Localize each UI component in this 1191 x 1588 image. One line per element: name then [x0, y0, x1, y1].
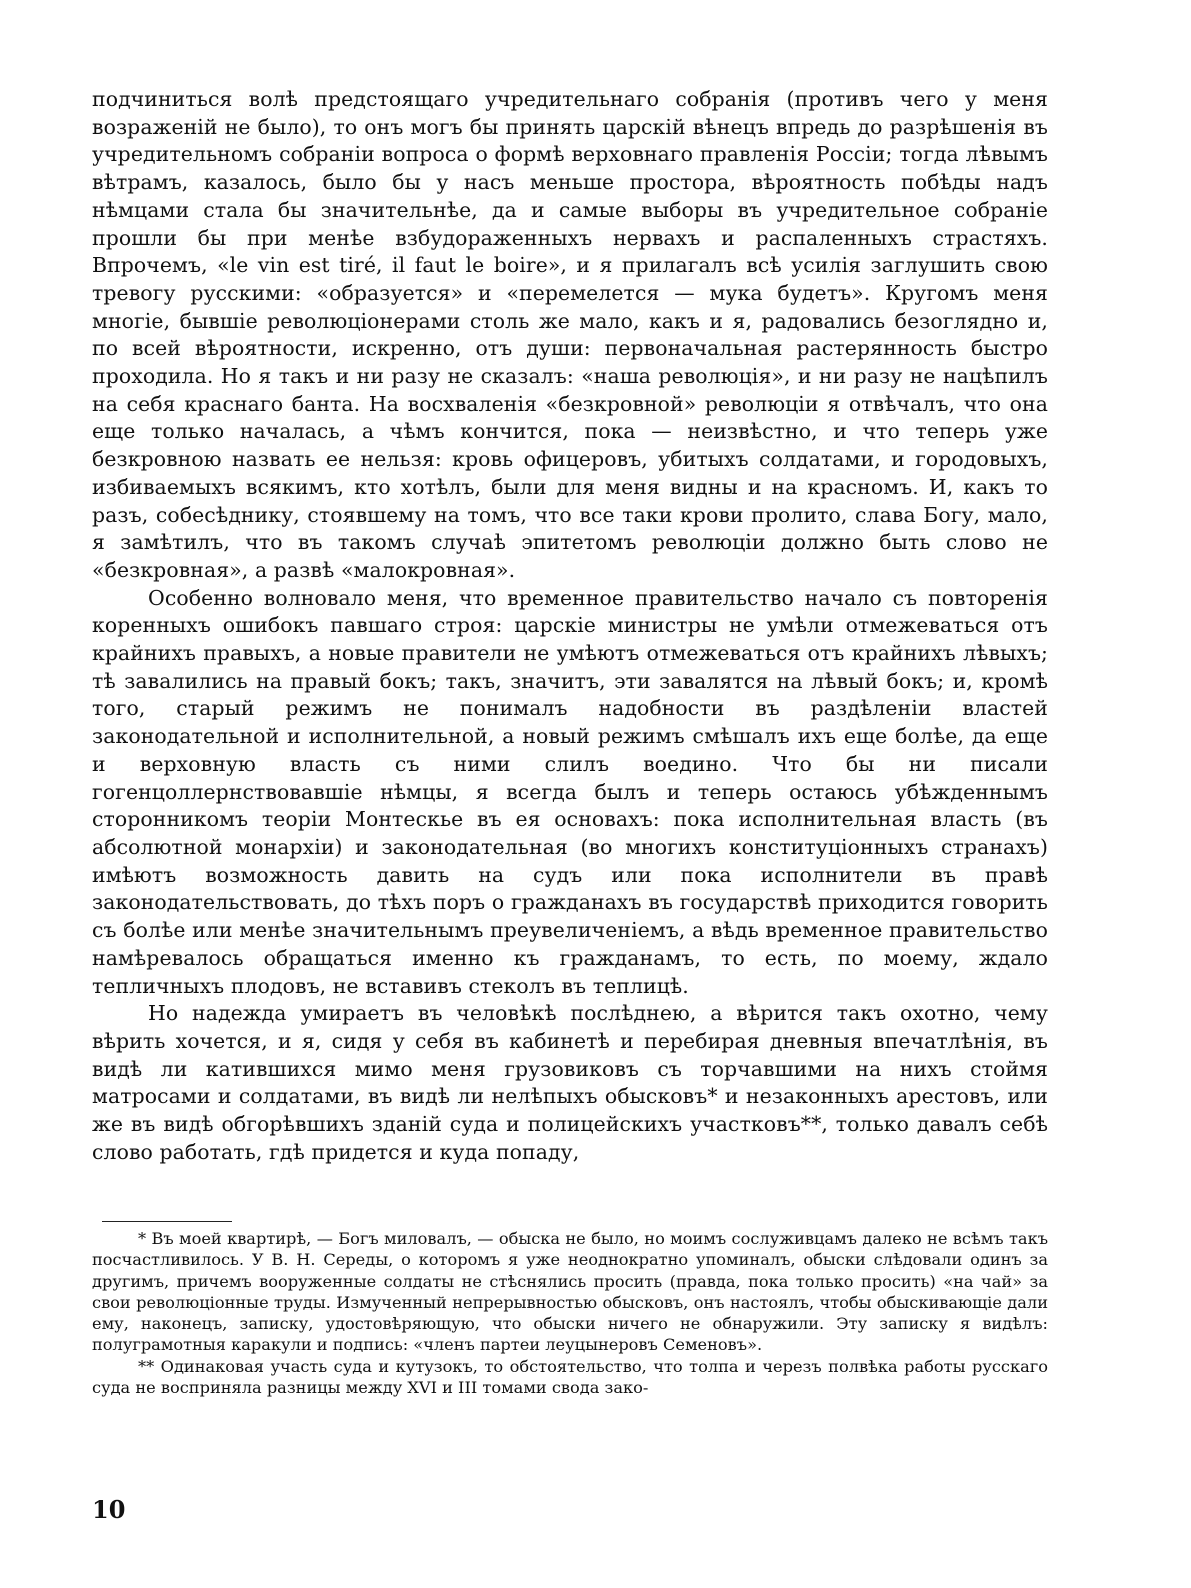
paragraph-2: Особенно волновало меня, что временное правительство начало съ повторенія коренныхъ ошибокъ павшаго строя: царскіе министры не умѣли отмежеваться отъ крайнихъ правыхъ, а новые правители не умѣютъ отмежеваться отъ крайнихъ лѣвыхъ; тѣ завалились на правый бокъ; такъ, значитъ, эти завалятся на лѣвый бокъ; и, кромѣ того, старый режимъ не понималъ надобности въ раздѣленіи властей законодательной и исполнительной, а новый режимъ смѣшалъ ихъ еще болѣе, да еще и верховную власть съ ними слилъ воедино. Что бы ни писали гогенцоллернствовавшіе нѣмцы, я всегда былъ и теперь остаюсь убѣжденнымъ сторонникомъ теоріи Монтескье въ ея основахъ: пока исполнительная власть (въ абсолютной монархіи) и законодательная (во многихъ конституціонныхъ странахъ) имѣютъ возможность давить на судъ или пока исполнители въ правѣ законодательствовать, до тѣхъ поръ о гражданахъ въ государствѣ приходится говорить съ болѣе или менѣе значительнымъ преувеличеніемъ, а вѣдь временное правительство намѣревалось обращаться именно къ гражданамъ, то есть, по моему, ждало тепличныхъ плодовъ, не вставивъ стеколъ въ теплицѣ.	[92, 585, 1048, 998]
footnote-separator	[102, 1221, 232, 1222]
paragraph-1: подчиниться волѣ предстоящаго учредительнаго собранія (противъ чего у меня возраженій не было), то онъ могъ бы принять царскій вѣнецъ впредь до разрѣшенія въ учредительномъ собраніи вопроса о формѣ верховнаго правленія Россіи; тогда лѣвымъ вѣтрамъ, казалось, было бы у насъ меньше простора, вѣроятность побѣды надъ нѣмцами стала бы значительнѣе, да и самые выборы въ учредительное собраніе прошли бы при менѣе взбудораженныхъ нервахъ и распаленныхъ страстяхъ. Впрочемъ, «le vin est tiré, il faut le boire», и я прилагалъ всѣ усилія заглушить свою тревогу русскими: «образуется» и «перемелется — мука будетъ». Кругомъ меня многіе, бывшіе революціонерами столь же мало, какъ и я, радовались безоглядно и, по всей вѣроятности, искренно, отъ души: первоначальная растерянность быстро проходила. Но я такъ и ни разу не сказалъ: «наша революція», и ни разу не нацѣпилъ на себя краснаго банта. На восхваленія «безкровной» революціи я отвѣчалъ, что она еще только началась, а чѣмъ кончится, пока — неизвѣстно, и что теперь уже безкровною назвать ее нельзя: кровь офицеровъ, убитыхъ солдатами, и городовыхъ, избиваемыхъ всякимъ, кто хотѣлъ, были для меня видны и на красномъ. И, какъ то разъ, собесѣднику, стоявшему на томъ, что все таки крови пролито, слава Богу, мало, я замѣтилъ, что въ такомъ случаѣ эпитетомъ революціи должно быть слово не «безкровная», а развѣ «малокровная».	[92, 87, 1048, 582]
footnote-2: ** Одинаковая участь суда и кутузокъ, то обстоятельство, что толпа и черезъ полвѣка работы русскаго суда не восприняла разницы между XVI и III томами свода зако-	[92, 1356, 1048, 1398]
footnote-1: * Въ моей квартирѣ, — Богъ миловалъ, — обыска не было, но моимъ сослуживцамъ далеко не всѣмъ такъ посчастливилось. У В. Н. Середы, о которомъ я уже неоднократно упоминалъ, обыски слѣдовали одинъ за другимъ, причемъ вооруженные солдаты не стѣснялись просить (правда, пока только просить) «на чай» за свои революціонные труды. Измученный непрерывностью обысковъ, онъ настоялъ, чтобы обыскивающіе дали ему, наконецъ, записку, удостовѣряющую, что обыски ничего не обнаружили. Эту записку я видѣлъ: полуграмотныя каракули и подпись: «членъ партеи леуцынеровъ Семеновъ».	[92, 1229, 1048, 1355]
main-text	[92, 86, 1048, 1166]
paragraph-3: Но надежда умираетъ въ человѣкѣ послѣднею, а вѣрится такъ охотно, чему вѣрить хочется, и я, сидя у себя въ кабинетѣ и перебирая дневныя впечатлѣнія, въ видѣ ли катившихся мимо меня грузовиковъ съ торчавшими на нихъ стоймя матросами и солдатами, въ видѣ ли нелѣпыхъ обысковъ* и незаконныхъ арестовъ, или же въ видѣ обгорѣвшихъ зданій суда и полицейскихъ участковъ**, только давалъ себѣ слово работать, гдѣ придется и куда попаду,	[92, 1001, 1048, 1164]
page-number: 10	[92, 1495, 126, 1524]
footnotes	[92, 1228, 1048, 1398]
